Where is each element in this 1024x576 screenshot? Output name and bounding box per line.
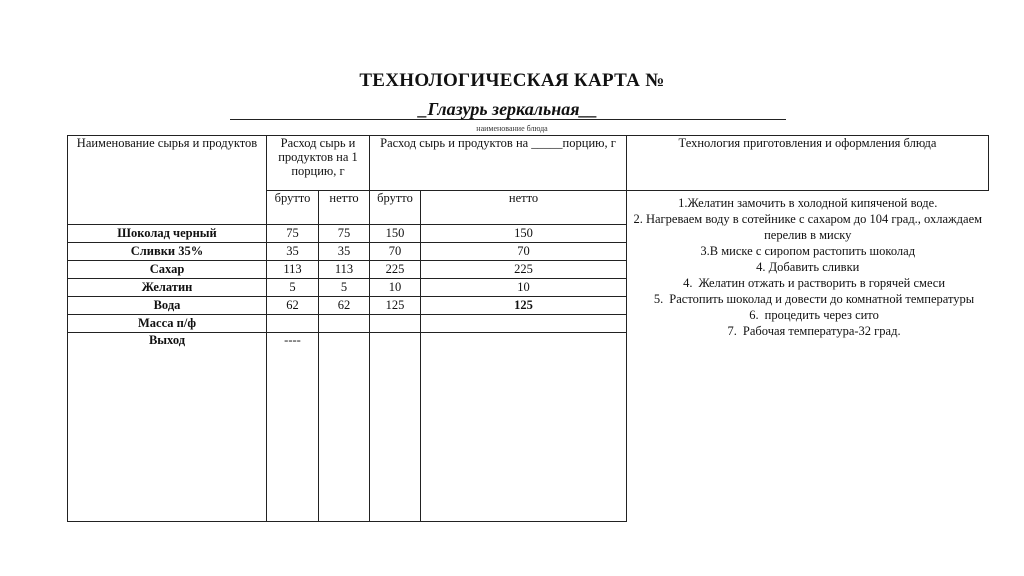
mass-label: Масса п/ф	[68, 315, 267, 333]
row-brutto: 35	[267, 243, 319, 261]
step-8-text: Рабочая температура-32 град.	[742, 324, 901, 338]
row-netto-n: 10	[421, 279, 627, 297]
row-name: Сливки 35%	[68, 243, 267, 261]
header-brutto-n: брутто	[370, 191, 421, 225]
row-netto-n: 150	[421, 225, 627, 243]
mass-brutto-n	[370, 315, 421, 333]
output-value: ----	[267, 333, 319, 522]
output-netto	[319, 333, 370, 522]
dish-name-line	[230, 97, 786, 120]
row-name: Шоколад черный	[68, 225, 267, 243]
dish-name: _Глазурь зеркальная__	[418, 99, 598, 119]
step-3: 3.В миске с сиропом растопить шоколад	[700, 244, 916, 258]
header-brutto: брутто	[267, 191, 319, 225]
output-label: Выход	[68, 333, 267, 522]
document-title: ТЕХНОЛОГИЧЕСКАЯ КАРТА №	[359, 70, 665, 91]
header-netto-n: нетто	[421, 191, 627, 225]
mass-netto	[319, 315, 370, 333]
step-5-text: Желатин отжать и растворить в горячей смеси	[698, 276, 946, 290]
step-6	[629, 291, 987, 307]
tech-card-table	[67, 135, 989, 522]
row-netto-n: 70	[421, 243, 627, 261]
step-5	[629, 275, 987, 291]
mass-netto-n	[421, 315, 627, 333]
step-8	[629, 323, 987, 339]
row-netto: 113	[319, 261, 370, 279]
row-brutto-n: 10	[370, 279, 421, 297]
row-netto: 62	[319, 297, 370, 315]
tech-steps	[629, 191, 987, 339]
row-brutto: 75	[267, 225, 319, 243]
header-netto: нетто	[319, 191, 370, 225]
row-brutto-n: 125	[370, 297, 421, 315]
dish-caption: наименование блюда	[476, 124, 548, 133]
header-per-n: Расход сырь и продуктов на _____порцию, г	[370, 136, 627, 191]
header-per-one: Расход сырь и продуктов на 1 порцию, г	[267, 136, 370, 191]
row-name: Желатин	[68, 279, 267, 297]
row-brutto-n: 150	[370, 225, 421, 243]
row-brutto-n: 70	[370, 243, 421, 261]
row-netto: 35	[319, 243, 370, 261]
row-netto: 5	[319, 279, 370, 297]
row-brutto-n: 225	[370, 261, 421, 279]
row-netto-n: 225	[421, 261, 627, 279]
step-6-number: 5.	[653, 292, 664, 306]
row-brutto: 62	[267, 297, 319, 315]
step-4: 4. Добавить сливки	[756, 260, 860, 274]
step-7-text: процедить через сито	[764, 308, 879, 322]
step-8-number: 7.	[727, 324, 737, 338]
row-brutto: 113	[267, 261, 319, 279]
step-5-number: 4.	[683, 276, 693, 290]
row-netto-n: 125	[421, 297, 627, 315]
step-6-text: Растопить шоколад и довести до комнатной температуры	[669, 292, 975, 306]
row-brutto: 5	[267, 279, 319, 297]
row-name: Вода	[68, 297, 267, 315]
output-netto-n	[421, 333, 627, 522]
step-1: 1.Желатин замочить в холодной кипяченой воде.	[678, 196, 938, 210]
output-brutto-n	[370, 333, 421, 522]
tech-steps-cell	[627, 191, 989, 522]
mass-brutto	[267, 315, 319, 333]
header-product: Наименование сырья и продуктов	[68, 136, 267, 225]
row-name: Сахар	[68, 261, 267, 279]
step-7-number: 6.	[749, 308, 759, 322]
step-7	[629, 307, 987, 323]
step-2: 2. Нагреваем воду в сотейнике с сахаром до 104 град., охлаждаем перелив в миску	[633, 212, 983, 242]
header-tech: Технология приготовления и оформления блюда	[627, 136, 989, 191]
row-netto: 75	[319, 225, 370, 243]
